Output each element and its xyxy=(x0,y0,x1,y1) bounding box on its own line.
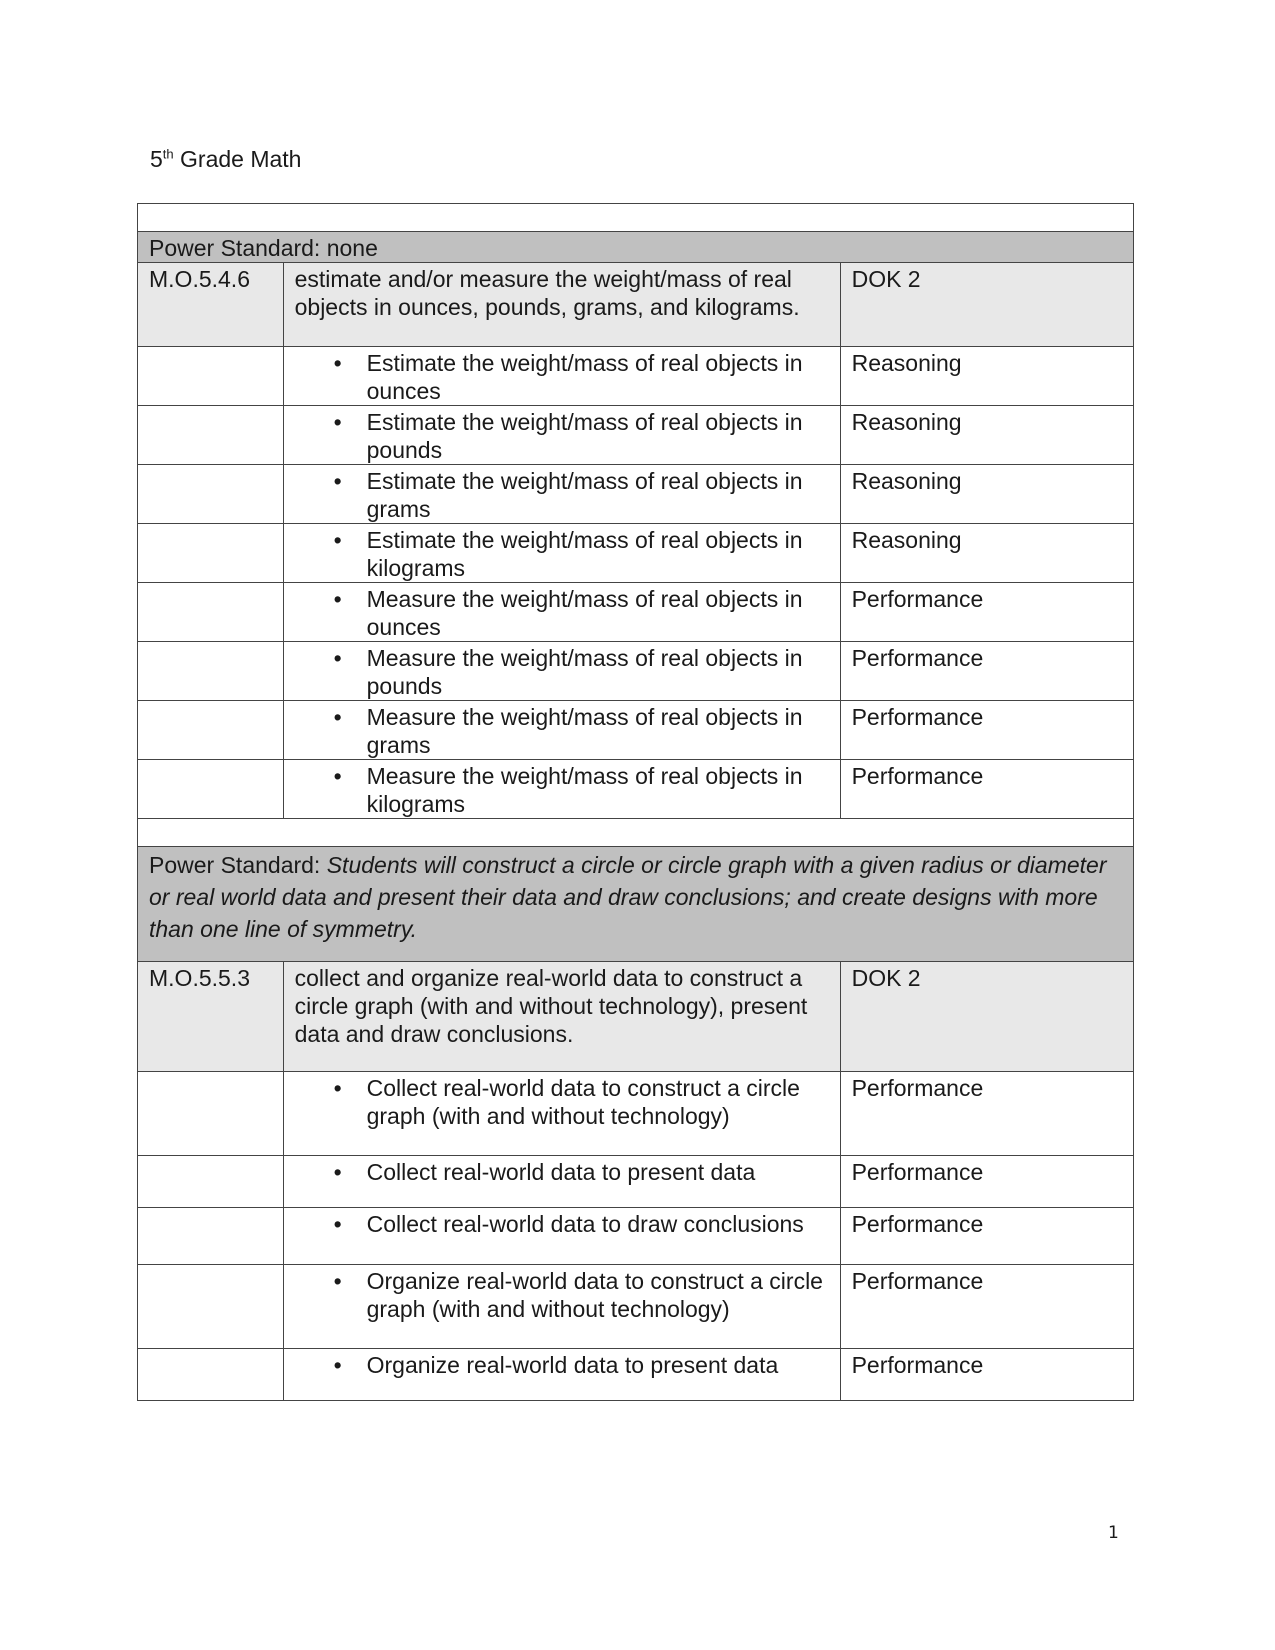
page-title: 5th Grade Math xyxy=(150,146,302,172)
objective-text: Collect real-world data to construct a circle graph (with and without technology) xyxy=(366,1075,800,1129)
objective-type: Performance xyxy=(840,1208,1133,1265)
objective-type: Performance xyxy=(840,583,1133,642)
power-standard-label: Power Standard: xyxy=(149,235,327,261)
objective-row: • Collect real-world data to construct a circle graph (with and without technology) Performance xyxy=(138,1072,1134,1156)
standard-dok: DOK 2 xyxy=(840,263,1133,347)
objective-text: Estimate the weight/mass of real objects in pounds xyxy=(366,409,803,463)
objective-type: Performance xyxy=(840,701,1133,760)
blank-row xyxy=(138,204,1134,232)
objective-row: • Measure the weight/mass of real objects in grams Performance xyxy=(138,701,1134,760)
objective-row: • Organize real-world data to construct a circle graph (with and without technology) Performance xyxy=(138,1265,1134,1349)
objective-row: • Estimate the weight/mass of real objects in ounces Reasoning xyxy=(138,347,1134,406)
standard-description: collect and organize real-world data to construct a circle graph (with and without technology), present data and draw conclusions. xyxy=(283,962,840,1072)
power-standard-label: Power Standard: xyxy=(149,852,327,878)
standards-table xyxy=(137,203,1134,1401)
objective-text: Estimate the weight/mass of real objects in kilograms xyxy=(366,527,803,581)
objective-row: • Estimate the weight/mass of real objects in pounds Reasoning xyxy=(138,406,1134,465)
standard-row xyxy=(138,962,1134,1072)
objective-type: Performance xyxy=(840,760,1133,819)
objective-type: Reasoning xyxy=(840,347,1133,406)
objective-type: Performance xyxy=(840,1156,1133,1208)
objective-text: Measure the weight/mass of real objects in kilograms xyxy=(366,763,803,817)
objective-row: • Organize real-world data to present data Performance xyxy=(138,1349,1134,1401)
objective-row: • Collect real-world data to present data Performance xyxy=(138,1156,1134,1208)
standard-dok: DOK 2 xyxy=(840,962,1133,1072)
objective-text: Estimate the weight/mass of real objects in ounces xyxy=(366,350,803,404)
objective-text: Collect real-world data to draw conclusions xyxy=(366,1211,804,1237)
objective-row: • Measure the weight/mass of real objects in ounces Performance xyxy=(138,583,1134,642)
objective-type: Performance xyxy=(840,1265,1133,1349)
page-number: 1 xyxy=(1108,1523,1119,1543)
blank-row xyxy=(138,819,1134,847)
objective-row: • Estimate the weight/mass of real objects in kilograms Reasoning xyxy=(138,524,1134,583)
standard-description: estimate and/or measure the weight/mass of real objects in ounces, pounds, grams, and kilograms. xyxy=(283,263,840,347)
objective-type: Reasoning xyxy=(840,406,1133,465)
objective-row: • Collect real-world data to draw conclusions Performance xyxy=(138,1208,1134,1265)
objective-row: • Measure the weight/mass of real objects in kilograms Performance xyxy=(138,760,1134,819)
objective-row: • Estimate the weight/mass of real objects in grams Reasoning xyxy=(138,465,1134,524)
standard-row xyxy=(138,263,1134,347)
objective-text: Collect real-world data to present data xyxy=(366,1159,756,1185)
objective-text: Measure the weight/mass of real objects in grams xyxy=(366,704,803,758)
objective-text: Estimate the weight/mass of real objects in grams xyxy=(366,468,803,522)
power-standard-row xyxy=(138,847,1134,962)
objective-type: Reasoning xyxy=(840,524,1133,583)
objective-text: Measure the weight/mass of real objects in pounds xyxy=(366,645,803,699)
objective-text: Organize real-world data to construct a circle graph (with and without technology) xyxy=(366,1268,823,1322)
objective-text: Organize real-world data to present data xyxy=(366,1352,779,1378)
objective-type: Reasoning xyxy=(840,465,1133,524)
power-standard-row xyxy=(138,232,1134,263)
power-standard-desc: Students will construct a circle or circle graph with a given radius or diameter or real world data and present their data and draw conclusions; and create designs with more than one line of symmetry. xyxy=(149,852,1107,942)
objective-type: Performance xyxy=(840,1072,1133,1156)
power-standard-desc: none xyxy=(326,235,378,261)
objective-text: Measure the weight/mass of real objects in ounces xyxy=(366,586,803,640)
objective-type: Performance xyxy=(840,642,1133,701)
standard-code: M.O.5.4.6 xyxy=(138,263,284,347)
standard-code: M.O.5.5.3 xyxy=(138,962,284,1072)
objective-row: • Measure the weight/mass of real objects in pounds Performance xyxy=(138,642,1134,701)
objective-type: Performance xyxy=(840,1349,1133,1401)
